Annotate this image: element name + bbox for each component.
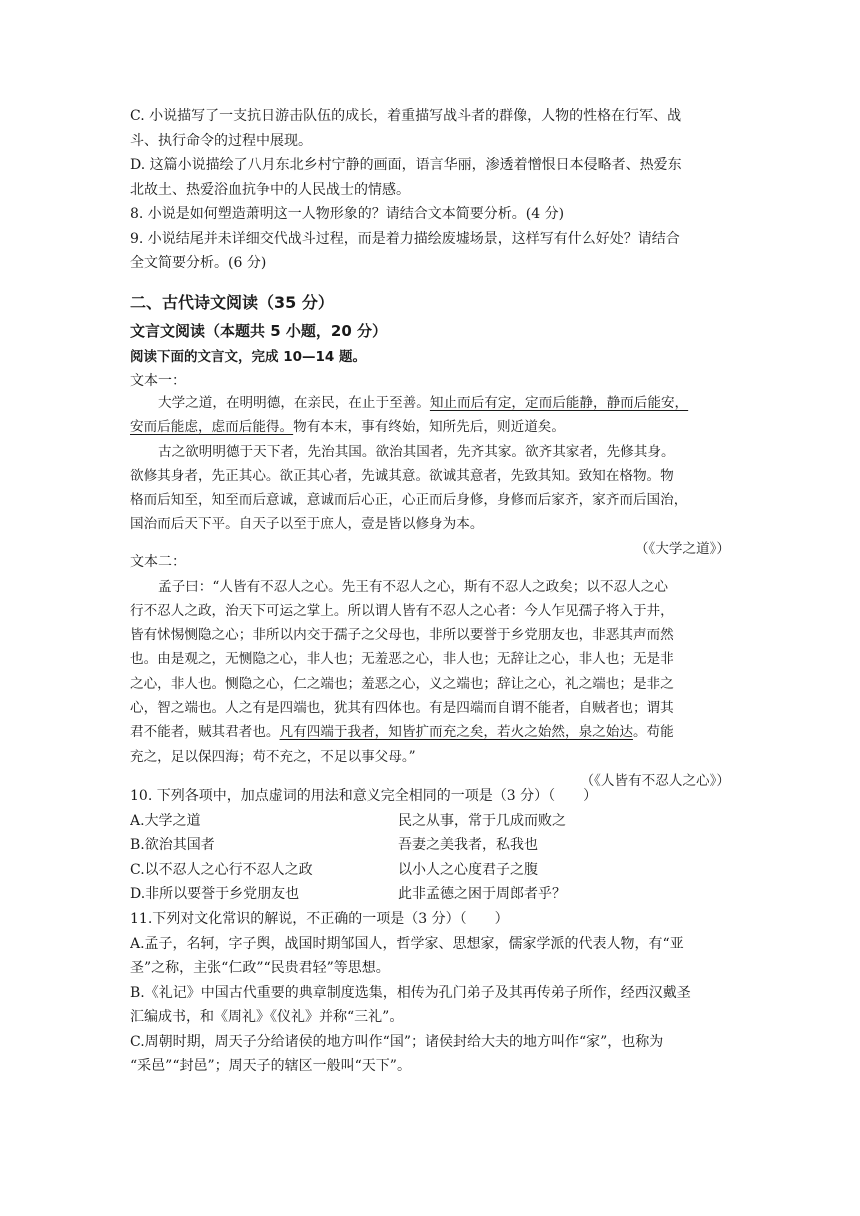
q11-option-a-line-2: 圣”之称，主张“仁政”“民贵君轻”等思想。 xyxy=(130,960,390,976)
q11-option-c-line-1: C.周朝时期，周天子分给诸侯的地方叫作“国”；诸侯封给大夫的地方叫作“家”，也称为 xyxy=(130,1033,664,1050)
text-one xyxy=(130,391,730,561)
text-one-p1-line-2: 安而后能虑，虑而后能得。物有本末，事有终始，知所先后，则近道矣。 xyxy=(130,419,565,436)
text-two-line-6: 心，智之端也。人之有是四端也，犹其有四体也。有是四端而自谓不能者，自贼者也；谓其 xyxy=(130,699,674,716)
question-11 xyxy=(130,907,730,1079)
text-two-source: （《人皆有不忍人之心》） xyxy=(580,772,730,789)
text-two-line-1: 孟子曰：“人皆有不忍人之心。先王有不忍人之心，斯有不忍人之政矣；以不忍人之心 xyxy=(158,578,668,595)
text-two xyxy=(130,550,730,793)
q11-option-b-line-2: 汇编成书，和《周礼》《仪礼》并称“三礼”。 xyxy=(130,1009,404,1025)
instruction: 阅读下面的文言文，完成 10—14 题。 xyxy=(130,349,366,365)
underlined-sentence-cont: 安而后能虑，虑而后能得。 xyxy=(130,419,294,436)
subsection-title: 文言文阅读（本题共 5 小题，20 分） xyxy=(130,322,387,340)
text-two-line-5: 之心，非人也。恻隐之心，仁之端也；羞恶之心，义之端也；辞让之心，礼之端也；是非之 xyxy=(130,675,674,692)
text-one-p2-line-4: 国治而后天下平。自天子以至于庶人，壹是皆以修身为本。 xyxy=(130,516,484,533)
text-two-line-2: 行不忍人之政，治天下可运之掌上。所以谓人皆有不忍人之心者：今人乍见孺子将入于井， xyxy=(130,602,674,619)
underlined-sentence: 知止而后有定，定而后能静，静而后能安， xyxy=(429,395,689,411)
option-c-line-2: 斗、执行命令的过程中展现。 xyxy=(130,132,312,149)
text-one-p1-line-1: 大学之道，在明明德，在亲民，在止于至善。知止而后有定，定而后能静，静而后能安， xyxy=(158,395,689,411)
text-one-p2-line-1: 古之欲明明德于天下者，先治其国。欲治其国者，先齐其家。欲齐其家者，先修其身。 xyxy=(158,443,675,460)
text-two-line-8: 充之，足以保四海；苟不充之，不足以事父母。” xyxy=(130,748,416,765)
q10-option-a: A.大学之道 民之从事，常于几成而败之 xyxy=(130,812,566,829)
underlined-sentence-2: 凡有四端于我者，知皆扩而充之矣，若火之始然，泉之始达 xyxy=(279,724,633,741)
text-two-label: 文本二： xyxy=(130,554,186,570)
question-9-line-1: 9. 小说结尾并未详细交代战斗过程，而是着力描绘废墟场景，这样写有什么好处？请结合 xyxy=(130,230,680,247)
question-10-stem: 10. 下列各项中，加点虚词的用法和意义完全相同的一项是（3 分）（ ） xyxy=(130,788,598,804)
question-10 xyxy=(130,784,730,907)
q11-option-b-line-1: B.《礼记》中国古代重要的典章制度选集，相传为孔门弟子及其再传弟子所作，经西汉戴圣 xyxy=(130,984,691,1001)
text-two-line-3: 皆有怵惕恻隐之心；非所以内交于孺子之父母也，非所以要誉于乡党朋友也，非恶其声而然 xyxy=(130,627,674,644)
option-c-line-1: C. 小说描写了一支抗日游击队伍的成长，着重描写战斗者的群像，人物的性格在行军、战 xyxy=(130,108,682,124)
text-one-source: （《大学之道》） xyxy=(634,540,730,557)
option-d-line-1: D. 这篇小说描绘了八月东北乡村宁静的画面，语言华丽，渗透着憎恨日本侵略者、热爱东 xyxy=(130,157,682,173)
text-two-line-7: 君不能者，贼其君者也。凡有四端于我者，知皆扩而充之矣，若火之始然，泉之始达。苟能 xyxy=(130,724,674,741)
text-one-p2-line-3: 格而后知至，知至而后意诚，意诚而后心正，心正而后身修，身修而后家齐，家齐而后国治， xyxy=(130,492,688,509)
q11-option-a-line-1: A.孟子，名轲，字子舆，战国时期邹国人，哲学家、思想家，儒家学派的代表人物，有“亚 xyxy=(130,935,684,952)
option-d-line-2: 北故土、热爱浴血抗争中的人民战士的情感。 xyxy=(130,181,410,198)
modern-reading-tail xyxy=(130,104,730,276)
text-one-label: 文本一： xyxy=(130,373,186,389)
text-two-line-4: 也。由是观之，无恻隐之心，非人也；无羞恶之心，非人也；无辞让之心，非人也；无是非 xyxy=(130,651,674,668)
question-11-stem: 11.下列对文化常识的解说，不正确的一项是（3 分）（ ） xyxy=(130,911,509,927)
question-8: 8. 小说是如何塑造萧明这一人物形象的？请结合文本简要分析。(4 分) xyxy=(130,206,565,222)
section-two xyxy=(130,289,730,394)
text-one-p2-line-2: 欲修其身者，先正其心。欲正其心者，先诚其意。欲诚其意者，先致其知。致知在格物。物 xyxy=(130,467,674,484)
q10-option-d: D.非所以要誉于乡党朋友也 此非孟德之困于周郎者乎？ xyxy=(130,886,566,902)
question-9-line-2: 全文简要分析。(6 分) xyxy=(130,255,267,271)
q11-option-c-line-2: “采邑”“封邑”；周天子的辖区一般叫“天下”。 xyxy=(130,1058,411,1074)
q10-option-c: C.以不忍人之心行不忍人之政 以小人之心度君子之腹 xyxy=(130,861,538,878)
q10-option-b: B.欲治其国者 吾妻之美我者，私我也 xyxy=(130,837,538,853)
section-title: 二、古代诗文阅读（35 分） xyxy=(130,293,334,312)
